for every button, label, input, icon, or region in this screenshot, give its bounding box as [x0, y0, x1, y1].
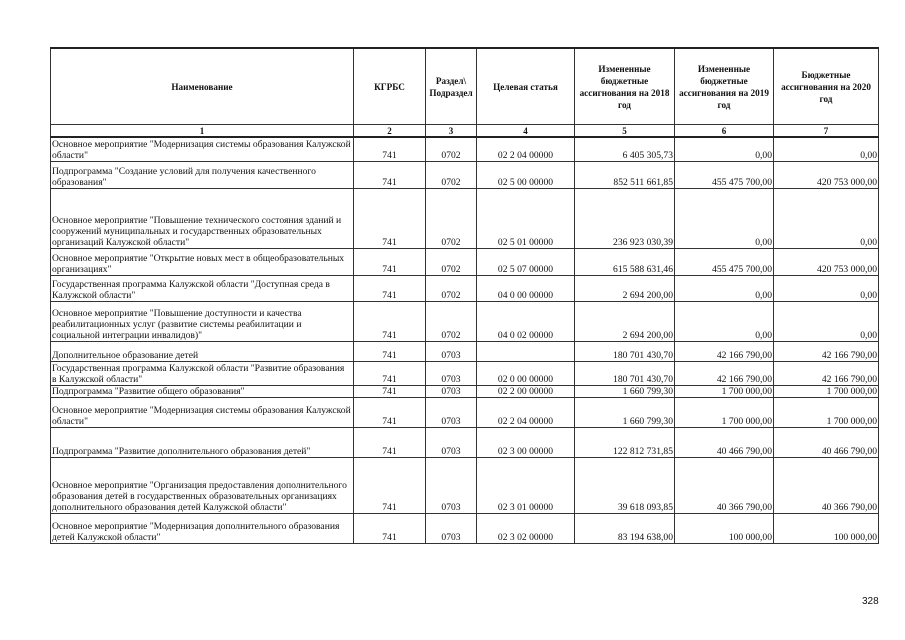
row-kgrbs-cell: 741	[354, 248, 426, 275]
row-2018-cell: 615 588 631,46	[575, 248, 675, 275]
row-name-cell: Государственная программа Калужской области "Доступная среда в Калужской области"	[51, 275, 354, 301]
row-target-cell: 02 5 01 00000	[477, 188, 575, 248]
row-name-cell: Основное мероприятие "Повышение технического состояния зданий и сооружений муниципальных и государственных образовательных организаций Калужской области"	[51, 188, 354, 248]
row-2020-cell: 0,00	[774, 188, 879, 248]
row-kgrbs-cell: 741	[354, 397, 426, 427]
row-2018-cell: 39 618 093,85	[575, 457, 675, 513]
row-2020-cell: 420 753 000,00	[774, 248, 879, 275]
row-name-cell: Государственная программа Калужской области "Развитие образования в Калужской области"	[51, 361, 354, 385]
row-kgrbs-cell: 741	[354, 161, 426, 188]
table-row	[51, 188, 879, 248]
row-name-cell: Дополнительное образование детей	[51, 341, 354, 361]
row-target-cell: 04 0 02 00000	[477, 301, 575, 341]
row-section-cell: 0703	[426, 341, 477, 361]
col-number: 3	[426, 125, 477, 138]
table-row	[51, 137, 879, 161]
row-name-cell: Подпрограмма "Создание условий для получения качественного образования"	[51, 161, 354, 188]
table-row	[51, 361, 879, 385]
row-2018-cell: 236 923 030,39	[575, 188, 675, 248]
col-number: 5	[575, 125, 675, 138]
table-row	[51, 275, 879, 301]
row-2019-cell: 42 166 790,00	[675, 361, 774, 385]
col-number: 7	[774, 125, 879, 138]
row-2019-cell: 0,00	[675, 275, 774, 301]
row-2019-cell: 1 700 000,00	[675, 397, 774, 427]
row-2019-cell: 0,00	[675, 137, 774, 161]
col-header-2019: Измененные бюджетные ассигнования на 2019 год	[675, 48, 774, 125]
col-number: 4	[477, 125, 575, 138]
row-2020-cell: 1 700 000,00	[774, 397, 879, 427]
row-section-cell: 0703	[426, 361, 477, 385]
row-2020-cell: 0,00	[774, 301, 879, 341]
row-2018-cell: 1 660 799,30	[575, 397, 675, 427]
row-kgrbs-cell: 741	[354, 275, 426, 301]
row-2019-cell: 42 166 790,00	[675, 341, 774, 361]
row-section-cell: 0702	[426, 275, 477, 301]
row-section-cell: 0703	[426, 397, 477, 427]
row-2020-cell: 42 166 790,00	[774, 341, 879, 361]
row-2018-cell: 6 405 305,73	[575, 137, 675, 161]
row-target-cell: 02 3 02 00000	[477, 513, 575, 543]
row-2020-cell: 0,00	[774, 275, 879, 301]
row-section-cell: 0703	[426, 427, 477, 457]
row-kgrbs-cell: 741	[354, 513, 426, 543]
row-section-cell: 0702	[426, 137, 477, 161]
row-2020-cell: 1 700 000,00	[774, 385, 879, 397]
row-target-cell: 02 5 07 00000	[477, 248, 575, 275]
row-2018-cell: 2 694 200,00	[575, 275, 675, 301]
row-section-cell: 0702	[426, 301, 477, 341]
table-row	[51, 427, 879, 457]
row-name-cell: Основное мероприятие "Открытие новых мест в общеобразовательных организациях"	[51, 248, 354, 275]
table-row	[51, 513, 879, 543]
row-section-cell: 0702	[426, 248, 477, 275]
row-kgrbs-cell: 741	[354, 137, 426, 161]
column-number-row	[51, 125, 879, 138]
col-number: 2	[354, 125, 426, 138]
row-kgrbs-cell: 741	[354, 361, 426, 385]
row-target-cell: 02 2 00 00000	[477, 385, 575, 397]
row-kgrbs-cell: 741	[354, 427, 426, 457]
row-2018-cell: 1 660 799,30	[575, 385, 675, 397]
row-2020-cell: 100 000,00	[774, 513, 879, 543]
table-row	[51, 397, 879, 427]
row-2018-cell: 180 701 430,70	[575, 341, 675, 361]
row-section-cell: 0702	[426, 161, 477, 188]
row-target-cell: 02 2 04 00000	[477, 397, 575, 427]
row-kgrbs-cell: 741	[354, 341, 426, 361]
row-2019-cell: 0,00	[675, 188, 774, 248]
table-row	[51, 341, 879, 361]
table-row	[51, 385, 879, 397]
table-row	[51, 301, 879, 341]
row-target-cell	[477, 341, 575, 361]
row-2018-cell: 2 694 200,00	[575, 301, 675, 341]
row-kgrbs-cell: 741	[354, 188, 426, 248]
row-section-cell: 0702	[426, 188, 477, 248]
row-target-cell: 02 5 00 00000	[477, 161, 575, 188]
page-number: 328	[862, 596, 879, 607]
row-2020-cell: 40 366 790,00	[774, 457, 879, 513]
row-name-cell: Подпрограмма "Развитие общего образования"	[51, 385, 354, 397]
header-row	[51, 48, 879, 125]
row-target-cell: 02 3 01 00000	[477, 457, 575, 513]
budget-table	[50, 47, 879, 544]
row-2020-cell: 40 466 790,00	[774, 427, 879, 457]
row-kgrbs-cell: 741	[354, 301, 426, 341]
row-name-cell: Основное мероприятие "Модернизация системы образования Калужской области"	[51, 137, 354, 161]
table-row	[51, 457, 879, 513]
row-2018-cell: 852 511 661,85	[575, 161, 675, 188]
row-2018-cell: 122 812 731,85	[575, 427, 675, 457]
row-2020-cell: 42 166 790,00	[774, 361, 879, 385]
row-2019-cell: 0,00	[675, 301, 774, 341]
row-2019-cell: 40 366 790,00	[675, 457, 774, 513]
row-2019-cell: 40 466 790,00	[675, 427, 774, 457]
col-header-name: Наименование	[51, 48, 354, 125]
col-number: 1	[51, 125, 354, 138]
row-section-cell: 0703	[426, 513, 477, 543]
row-name-cell: Основное мероприятие "Модернизация системы образования Калужской области"	[51, 397, 354, 427]
row-section-cell: 0703	[426, 457, 477, 513]
col-header-2018: Измененные бюджетные ассигнования на 2018 год	[575, 48, 675, 125]
row-kgrbs-cell: 741	[354, 385, 426, 397]
table-row	[51, 161, 879, 188]
row-2019-cell: 455 475 700,00	[675, 161, 774, 188]
row-target-cell: 02 0 00 00000	[477, 361, 575, 385]
row-2019-cell: 1 700 000,00	[675, 385, 774, 397]
row-section-cell: 0703	[426, 385, 477, 397]
row-target-cell: 04 0 00 00000	[477, 275, 575, 301]
row-name-cell: Основное мероприятие "Организация предоставления дополнительного образования детей в государственных образовательных организациях дополнительного образования детей Калужской области"	[51, 457, 354, 513]
col-number: 6	[675, 125, 774, 138]
row-2020-cell: 420 753 000,00	[774, 161, 879, 188]
col-header-2020: Бюджетные ассигнования на 2020 год	[774, 48, 879, 125]
row-name-cell: Основное мероприятие "Повышение доступности и качества реабилитационных услуг (развитие системы реабилитации и социальной интеграции инвалидов)"	[51, 301, 354, 341]
row-target-cell: 02 2 04 00000	[477, 137, 575, 161]
row-kgrbs-cell: 741	[354, 457, 426, 513]
col-header-kgrbs: КГРБС	[354, 48, 426, 125]
row-2019-cell: 455 475 700,00	[675, 248, 774, 275]
table-row	[51, 248, 879, 275]
row-2020-cell: 0,00	[774, 137, 879, 161]
row-target-cell: 02 3 00 00000	[477, 427, 575, 457]
col-header-target: Целевая статья	[477, 48, 575, 125]
row-2018-cell: 83 194 638,00	[575, 513, 675, 543]
row-name-cell: Основное мероприятие "Модернизация дополнительного образования детей Калужской области"	[51, 513, 354, 543]
row-2018-cell: 180 701 430,70	[575, 361, 675, 385]
row-name-cell: Подпрограмма "Развитие дополнительного образования детей"	[51, 427, 354, 457]
row-2019-cell: 100 000,00	[675, 513, 774, 543]
col-header-section: Раздел\ Подраздел	[426, 48, 477, 125]
